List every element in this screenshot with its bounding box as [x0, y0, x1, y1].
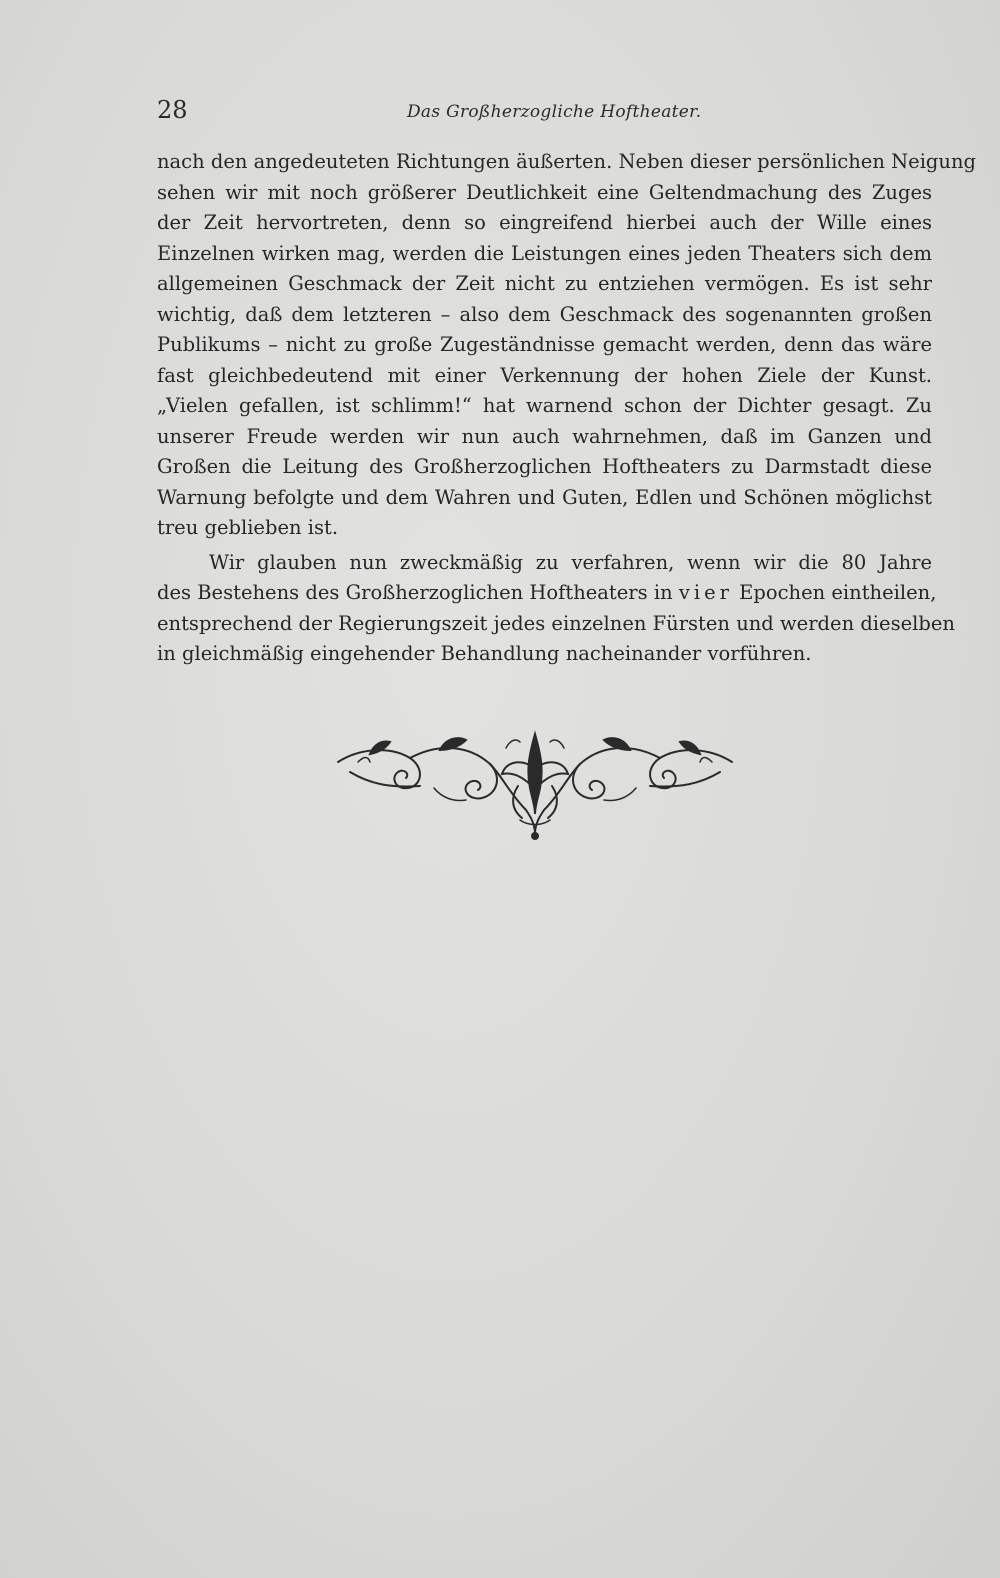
text-line: Warnung befolgte und dem Wahren und Guten, Edlen und Schönen möglichst — [157, 485, 932, 509]
body-text — [157, 147, 977, 670]
page-header — [157, 96, 737, 130]
floral-vignette-icon — [330, 728, 740, 844]
text-line — [157, 578, 937, 609]
text-line: treu geblieben ist. — [157, 516, 339, 539]
text-line: allgemeinen Geschmack der Zeit nicht zu entziehen vermögen. Es ist sehr — [157, 272, 932, 295]
text-line: Großen die Leitung des Großherzoglichen Hoftheaters zu Darmstadt diese — [157, 455, 932, 478]
text-line: Wir glauben nun zweckmäßig zu verfahren, wenn wir die 80 Jahre — [209, 550, 932, 574]
text-line: Einzelnen wirken mag, werden die Leistungen eines jeden Theaters sich dem — [157, 241, 932, 265]
text-line: „Vielen gefallen, ist schlimm!“ hat warnend schon der Dichter gesagt. Zu — [157, 394, 932, 417]
paragraph — [157, 548, 955, 670]
text-segment: Epochen eintheilen, — [732, 581, 937, 604]
text-segment: des Bestehens des Großherzoglichen Hoftheaters in — [157, 581, 679, 604]
running-title: Das Großherzogliche Hoftheater. — [407, 102, 702, 122]
text-line: der Zeit hervortreten, denn so eingreifend hierbei auch der Wille eines — [157, 211, 932, 234]
text-line: fast gleichbedeutend mit einer Verkennung der hohen Ziele der Kunst. — [157, 363, 932, 387]
text-line: unserer Freude werden wir nun auch wahrnehmen, daß im Ganzen und — [157, 424, 932, 448]
text-line: entsprechend der Regierungszeit jedes einzelnen Fürsten und werden dieselben — [157, 611, 955, 635]
page-number: 28 — [157, 96, 188, 124]
emphasized-word: vier — [678, 581, 733, 604]
text-line: nach den angedeuteten Richtungen äußerten. Neben dieser persönlichen Neigung — [157, 150, 977, 173]
text-line: Publikums – nicht zu große Zugeständnisse gemacht werden, denn das wäre — [157, 333, 932, 356]
text-line: in gleichmäßig eingehender Behandlung nacheinander vorführen. — [157, 642, 812, 665]
text-line: wichtig, daß dem letzteren – also dem Geschmack des sogenannten großen — [157, 302, 932, 326]
text-line: sehen wir mit noch größerer Deutlichkeit eine Geltendmachung des Zuges — [157, 180, 932, 204]
paragraph — [157, 147, 977, 544]
